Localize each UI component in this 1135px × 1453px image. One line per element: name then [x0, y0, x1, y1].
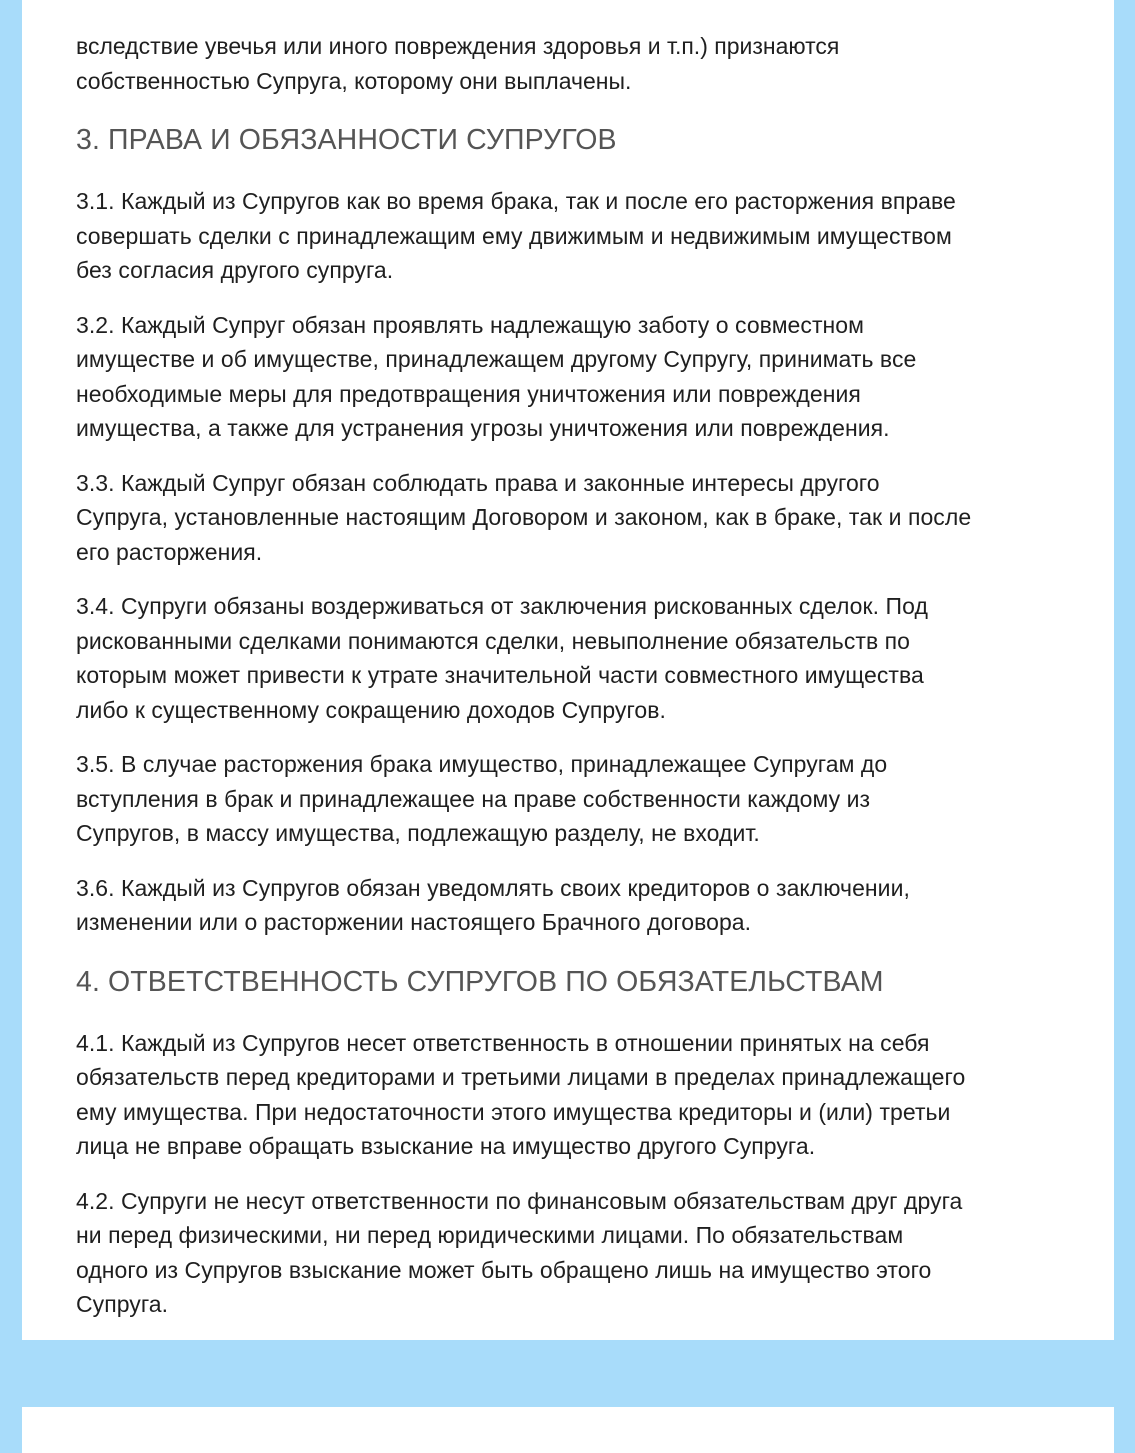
clause-4-2: [76, 1184, 1066, 1322]
text-line: 3.3. Каждый Супруг обязан соблюдать права и законные интересы другого: [76, 469, 880, 496]
section-3-heading: 3. ПРАВА И ОБЯЗАННОСТИ СУПРУГОВ: [76, 124, 617, 156]
text-line: вследствие увечья или иного повреждения здоровья и т.п.) признаются: [76, 33, 840, 59]
text-line: Супругов, в массу имущества, подлежащую разделу, не входит.: [76, 820, 760, 846]
text-line: 3.6. Каждый из Супругов обязан уведомлять своих кредиторов о заключении,: [76, 874, 910, 901]
document-page: [22, 0, 1114, 1340]
clause-3-4: [76, 589, 1066, 727]
text-line: 3.4. Супруги обязаны воздерживаться от заключения рискованных сделок. Под: [76, 593, 928, 619]
clause-3-2: [76, 308, 1066, 446]
text-line: Супруга.: [76, 1291, 169, 1317]
text-line: изменении или о расторжении настоящего Брачного договора.: [76, 909, 752, 935]
text-line: вступления в брак и принадлежащее на праве собственности каждому из: [76, 785, 871, 812]
next-page-card: [22, 1407, 1114, 1453]
text-line: собственностью Супруга, которому они выплачены.: [76, 67, 632, 94]
clause-4-1: [76, 1026, 1066, 1164]
text-line: которым может привести к утрате значительной части совместного имущества: [76, 662, 924, 688]
section-4-heading: 4. ОТВЕТСТВЕННОСТЬ СУПРУГОВ ПО ОБЯЗАТЕЛЬСТВАМ: [76, 965, 884, 998]
intro-paragraph: [76, 29, 1066, 98]
text-line: обязательств перед кредиторами и третьими лицами в пределах принадлежащего: [76, 1064, 966, 1090]
text-line: рискованными сделками понимаются сделки, невыполнение обязательств по: [76, 627, 911, 654]
text-line: ни перед физическими, ни перед юридическими лицами. По обязательствам: [76, 1222, 904, 1248]
clause-3-5: [76, 747, 1066, 851]
text-line: его расторжения.: [76, 538, 263, 565]
text-line: без согласия другого супруга.: [76, 257, 394, 283]
text-line: имуществе и об имуществе, принадлежащем другому Супругу, принимать все: [76, 346, 917, 372]
text-line: 4.1. Каждый из Супругов несет ответственность в отношении принятых на себя: [76, 1029, 930, 1056]
text-line: лица не вправе обращать взыскание на имущество другого Супруга.: [76, 1133, 816, 1159]
document-content: [76, 29, 1066, 1322]
text-line: 3.1. Каждый из Супругов как во время брака, так и после его расторжения вправе: [76, 188, 956, 214]
text-line: либо к существенному сокращению доходов Супругов.: [76, 696, 666, 723]
clause-3-6: [76, 871, 1066, 940]
clause-3-3: [76, 466, 1066, 570]
text-line: Супруга, установленные настоящим Договором и законом, как в браке, так и после: [76, 504, 972, 530]
text-line: одного из Супругов взыскание может быть обращено лишь на имущество этого: [76, 1256, 932, 1283]
text-line: 3.2. Каждый Супруг обязан проявлять надлежащую заботу о совместном: [76, 311, 864, 338]
clause-3-1: [76, 184, 1066, 288]
text-line: 3.5. В случае расторжения брака имущество, принадлежащее Супругам до: [76, 751, 888, 777]
text-line: необходимые меры для предотвращения уничтожения или повреждения: [76, 380, 861, 407]
text-line: имущества, а также для устранения угрозы уничтожения или повреждения.: [76, 415, 890, 441]
text-line: 4.2. Супруги не несут ответственности по финансовым обязательствам друг друга: [76, 1187, 963, 1214]
text-line: ему имущества. При недостаточности этого имущества кредиторы и (или) третьи: [76, 1098, 951, 1125]
text-line: совершать сделки с принадлежащим ему движимым и недвижимым имуществом: [76, 222, 952, 249]
